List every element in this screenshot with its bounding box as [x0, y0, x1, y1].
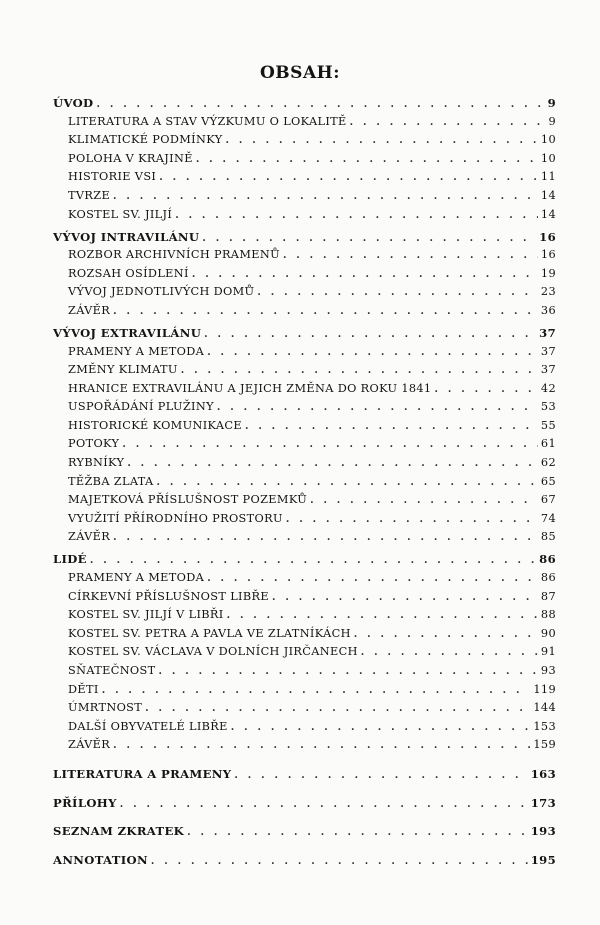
toc-entry[interactable] — [53, 718, 556, 737]
toc-chapter-seznam-zkratek[interactable] — [53, 822, 556, 841]
toc-entry-label: ÚMRTNOST — [68, 701, 143, 715]
toc-chapter-lide[interactable] — [53, 550, 556, 569]
toc-entry-label: ZÁVĚR — [68, 530, 111, 544]
toc-entry[interactable] — [53, 343, 556, 362]
dot-leader — [113, 303, 538, 322]
dot-leader — [226, 132, 538, 151]
toc-entry[interactable] — [53, 662, 556, 681]
toc-entry-label: SEZNAM ZKRATEK — [53, 824, 185, 839]
dot-leader — [159, 169, 538, 188]
toc-page-number: 14 — [540, 207, 556, 221]
toc-page-number: 37 — [540, 344, 556, 358]
toc-entry[interactable] — [53, 528, 556, 547]
toc-page-number: 36 — [540, 303, 556, 317]
toc-entry[interactable] — [53, 491, 556, 510]
dot-leader — [192, 266, 538, 285]
toc-entry-label: RYBNÍKY — [68, 456, 125, 470]
toc-entry[interactable] — [53, 283, 556, 302]
toc-page-number: 62 — [540, 456, 556, 470]
dot-leader — [145, 700, 530, 719]
dot-leader — [217, 399, 538, 418]
dot-leader — [159, 663, 538, 682]
toc-page-number: 61 — [540, 437, 556, 451]
dot-leader — [354, 626, 538, 645]
toc-page-number: 16 — [539, 229, 556, 244]
toc-entry[interactable] — [53, 435, 556, 454]
toc-page-number: 10 — [540, 151, 556, 165]
toc-page-number: 153 — [533, 719, 556, 733]
toc-entry-label: KOSTEL SV. PETRA A PAVLA VE ZLATNÍKÁCH — [68, 626, 351, 640]
toc-page-number: 23 — [540, 285, 556, 299]
toc-entry-label: ROZBOR ARCHIVNÍCH PRAMENŮ — [68, 248, 280, 262]
toc-entry[interactable] — [53, 206, 556, 225]
toc-page-number: 195 — [530, 852, 556, 867]
dot-leader — [113, 737, 530, 756]
toc-entry-label: POLOHA V KRAJINĚ — [68, 151, 193, 165]
toc-entry-label: VÝVOJ INTRAVILÁNU — [53, 229, 200, 244]
toc-entry-label: PRAMENY A METODA — [68, 344, 205, 358]
toc-entry[interactable] — [53, 168, 556, 187]
toc-page-number: 90 — [540, 626, 556, 640]
dot-leader — [187, 824, 528, 843]
toc-entry-label: TVRZE — [68, 188, 111, 202]
dot-leader — [207, 570, 538, 589]
dot-leader — [122, 436, 538, 455]
toc-page-number: 19 — [540, 266, 556, 280]
dot-leader — [102, 682, 531, 701]
toc-chapter-vyvoj-intravilanu[interactable] — [53, 228, 556, 247]
toc-page-number: 16 — [540, 248, 556, 262]
toc-chapter-literatura-a-prameny[interactable] — [53, 765, 556, 784]
toc-entry[interactable] — [53, 131, 556, 150]
dot-leader — [207, 344, 538, 363]
dot-leader — [257, 284, 538, 303]
toc-entry[interactable] — [53, 398, 556, 417]
toc-entry-label: LITERATURA A STAV VÝZKUMU O LOKALITĚ — [68, 114, 347, 128]
toc-entry-label: CÍRKEVNÍ PŘÍSLUŠNOST LIBŘE — [68, 589, 269, 603]
toc-entry[interactable] — [53, 246, 556, 265]
toc-entry[interactable] — [53, 588, 556, 607]
toc-page-number: 87 — [540, 589, 556, 603]
page-title: OBSAH: — [260, 63, 340, 83]
toc-entry[interactable] — [53, 417, 556, 436]
toc-entry-label: LIDÉ — [53, 552, 87, 567]
toc-page-number: 144 — [533, 701, 556, 715]
toc-entry[interactable] — [53, 150, 556, 169]
dot-leader — [286, 511, 538, 530]
toc-page-number: 65 — [540, 474, 556, 488]
dot-leader — [234, 767, 527, 786]
dot-leader — [181, 362, 538, 381]
toc-entry[interactable] — [53, 361, 556, 380]
dot-leader — [151, 853, 528, 872]
toc-entry[interactable] — [53, 302, 556, 321]
dot-leader — [127, 455, 538, 474]
toc-entry-label: USPOŘÁDÁNÍ PLUŽINY — [68, 400, 214, 414]
dot-leader — [227, 607, 538, 626]
toc-entry-label: ZÁVĚR — [68, 303, 111, 317]
toc-page-number: 9 — [548, 114, 556, 128]
toc-page-number: 67 — [540, 493, 556, 507]
toc-entry[interactable] — [53, 473, 556, 492]
toc-chapter-vyvoj-extravilanu[interactable] — [53, 324, 556, 343]
toc-page-number: 85 — [540, 530, 556, 544]
toc-entry-label: VÝVOJ JEDNOTLIVÝCH DOMŮ — [68, 285, 255, 299]
toc-entry-label: SŇATEČNOST — [68, 663, 156, 677]
toc-page-number: 119 — [533, 682, 556, 696]
toc-page-number: 14 — [540, 188, 556, 202]
dot-leader — [113, 529, 538, 548]
toc-chapter-annotation[interactable] — [53, 851, 556, 870]
toc-entry-label: HRANICE EXTRAVILÁNU A JEJICH ZMĚNA DO ROKU 1841 — [68, 381, 432, 395]
toc-entry-label: DALŠÍ OBYVATELÉ LIBŘE — [68, 719, 228, 733]
toc-page-number: 159 — [533, 738, 556, 752]
dot-leader — [120, 796, 528, 815]
toc-page-number: 86 — [539, 552, 556, 567]
toc-entry-label: KOSTEL SV. JILJÍ — [68, 207, 173, 221]
toc-entry[interactable] — [53, 643, 556, 662]
toc-entry-label: PRAMENY A METODA — [68, 571, 205, 585]
toc-entry[interactable] — [53, 736, 556, 755]
dot-leader — [231, 719, 531, 738]
toc-entry-label: ROZSAH OSÍDLENÍ — [68, 266, 189, 280]
toc-entry[interactable] — [53, 606, 556, 625]
dot-leader — [196, 151, 538, 170]
toc-entry-label: KLIMATICKÉ PODMÍNKY — [68, 133, 223, 147]
toc-entry-label: VÝVOJ EXTRAVILÁNU — [53, 325, 202, 340]
toc-entry[interactable] — [53, 699, 556, 718]
toc-page-number: 193 — [530, 824, 556, 839]
toc-entry[interactable] — [53, 625, 556, 644]
toc-entry[interactable] — [53, 113, 556, 132]
dot-leader — [157, 474, 538, 493]
dot-leader — [113, 188, 538, 207]
toc-entry[interactable] — [53, 510, 556, 529]
toc-entry-label: KOSTEL SV. VÁCLAVA V DOLNÍCH JIRČANECH — [68, 645, 358, 659]
toc-chapter-uvod[interactable] — [53, 94, 556, 113]
toc-page-number: 42 — [540, 381, 556, 395]
toc-entry[interactable] — [53, 681, 556, 700]
dot-leader — [283, 247, 538, 266]
toc-page-number: 11 — [540, 170, 556, 184]
toc-entry-label: ZÁVĚR — [68, 738, 111, 752]
toc-page-number: 93 — [540, 663, 556, 677]
toc-entry[interactable] — [53, 569, 556, 588]
toc-entry-label: MAJETKOVÁ PŘÍSLUŠNOST POZEMKŮ — [68, 493, 308, 507]
toc-page-number: 9 — [547, 96, 556, 110]
table-of-contents — [53, 94, 556, 869]
toc-entry-label: PŘÍLOHY — [53, 795, 117, 810]
toc-entry[interactable] — [53, 187, 556, 206]
dot-leader — [245, 418, 538, 437]
toc-page-number: 10 — [540, 133, 556, 147]
toc-page-number: 86 — [540, 571, 556, 585]
toc-page-number: 37 — [539, 325, 556, 340]
toc-page-number: 55 — [540, 418, 556, 432]
toc-chapter-prilohy[interactable] — [53, 794, 556, 813]
toc-page-number: 173 — [530, 795, 556, 810]
dot-leader — [310, 492, 538, 511]
dot-leader — [175, 207, 538, 226]
toc-entry[interactable] — [53, 265, 556, 284]
toc-entry-label: DĚTI — [68, 682, 99, 696]
toc-entry-label: LITERATURA A PRAMENY — [53, 766, 232, 781]
toc-entry-label: HISTORICKÉ KOMUNIKACE — [68, 418, 242, 432]
dot-leader — [204, 326, 536, 345]
toc-entry-label: ÚVOD — [53, 96, 94, 110]
toc-page-number: 53 — [540, 400, 556, 414]
toc-page-number: 88 — [540, 608, 556, 622]
toc-entry-label: HISTORIE VSI — [68, 170, 157, 184]
toc-page-number: 163 — [530, 766, 556, 781]
toc-entry-label: POTOKY — [68, 437, 120, 451]
dot-leader — [350, 114, 546, 133]
toc-page-number: 37 — [540, 363, 556, 377]
toc-page-number: 91 — [540, 645, 556, 659]
dot-leader — [272, 589, 538, 608]
dot-leader — [434, 381, 537, 400]
toc-entry[interactable] — [53, 380, 556, 399]
toc-entry-label: ZMĚNY KLIMATU — [68, 363, 178, 377]
toc-page-number: 74 — [540, 511, 556, 525]
toc-entry-label: VYUŽITÍ PŘÍRODNÍHO PROSTORU — [68, 511, 283, 525]
toc-entry[interactable] — [53, 454, 556, 473]
toc-entry-label: KOSTEL SV. JILJÍ V LIBŘI — [68, 608, 224, 622]
toc-entry-label: ANNOTATION — [53, 852, 148, 867]
toc-entry-label: TĚŽBA ZLATA — [68, 474, 154, 488]
dot-leader — [361, 644, 538, 663]
